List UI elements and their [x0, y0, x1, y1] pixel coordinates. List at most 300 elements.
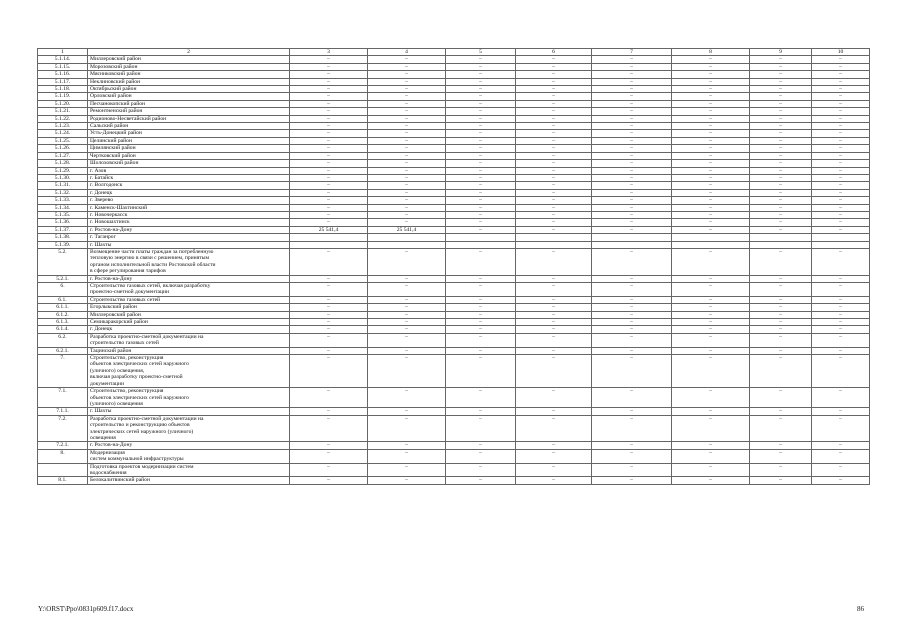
- row-name-cell: Семикаракорский район: [88, 319, 290, 326]
- value-cell: –: [592, 137, 672, 144]
- row-number-cell: 6.1.3.: [38, 319, 88, 326]
- value-cell: –: [290, 86, 368, 93]
- value-cell: –: [812, 160, 870, 167]
- value-cell: –: [516, 463, 592, 477]
- value-cell: –: [672, 108, 750, 115]
- value-cell: [592, 241, 672, 248]
- row-name-cell: г. Донецк: [88, 189, 290, 196]
- row-number-cell: 5.1.18.: [38, 86, 88, 93]
- value-cell: –: [592, 56, 672, 63]
- value-cell: –: [672, 248, 750, 275]
- value-cell: –: [516, 115, 592, 122]
- value-cell: –: [446, 304, 516, 311]
- value-cell: –: [368, 100, 446, 107]
- value-cell: –: [592, 219, 672, 226]
- table-row: [38, 137, 870, 144]
- row-number-cell: 5.1.24.: [38, 130, 88, 137]
- value-cell: –: [812, 115, 870, 122]
- table-row: [38, 63, 870, 70]
- value-cell: –: [290, 189, 368, 196]
- value-cell: 25 541,4: [368, 226, 446, 233]
- value-cell: –: [368, 115, 446, 122]
- value-cell: –: [592, 283, 672, 297]
- row-name-cell: Разработка проектно-сметной документации на строительство газовых сетей: [88, 333, 290, 347]
- value-cell: [592, 234, 672, 241]
- value-cell: –: [672, 100, 750, 107]
- value-cell: –: [290, 463, 368, 477]
- value-cell: –: [368, 78, 446, 85]
- value-cell: –: [368, 167, 446, 174]
- value-cell: –: [290, 477, 368, 484]
- value-cell: –: [812, 86, 870, 93]
- value-cell: –: [290, 204, 368, 211]
- value-cell: –: [672, 130, 750, 137]
- value-cell: –: [516, 296, 592, 303]
- table-row: [38, 204, 870, 211]
- value-cell: –: [368, 189, 446, 196]
- value-cell: –: [592, 100, 672, 107]
- value-cell: –: [290, 283, 368, 297]
- row-name-cell: Строительство газовых сетей: [88, 296, 290, 303]
- row-name-cell: Целинский район: [88, 137, 290, 144]
- value-cell: –: [368, 63, 446, 70]
- row-name-cell: Миллеровский район: [88, 56, 290, 63]
- value-cell: –: [750, 248, 812, 275]
- value-cell: –: [446, 355, 516, 388]
- value-cell: –: [812, 408, 870, 415]
- row-name-cell: Родионово-Несветайский район: [88, 115, 290, 122]
- value-cell: –: [368, 130, 446, 137]
- value-cell: –: [446, 78, 516, 85]
- row-number-cell: 5.1.39.: [38, 241, 88, 248]
- value-cell: –: [516, 137, 592, 144]
- value-cell: –: [672, 78, 750, 85]
- value-cell: –: [672, 319, 750, 326]
- value-cell: –: [750, 115, 812, 122]
- value-cell: –: [516, 174, 592, 181]
- table-row: [38, 449, 870, 463]
- value-cell: –: [592, 442, 672, 449]
- column-header: 4: [368, 49, 446, 56]
- value-cell: –: [446, 211, 516, 218]
- value-cell: –: [516, 130, 592, 137]
- value-cell: –: [672, 204, 750, 211]
- value-cell: –: [368, 296, 446, 303]
- value-cell: –: [750, 463, 812, 477]
- value-cell: –: [516, 319, 592, 326]
- row-number-cell: 5.1.32.: [38, 189, 88, 196]
- row-name-cell: г. Ростов-на-Дону: [88, 275, 290, 282]
- value-cell: –: [290, 108, 368, 115]
- row-number-cell: 5.1.37.: [38, 226, 88, 233]
- row-number-cell: 6.1.4.: [38, 326, 88, 333]
- value-cell: –: [812, 100, 870, 107]
- row-name-cell: Миллеровский район: [88, 311, 290, 318]
- value-cell: –: [672, 333, 750, 347]
- value-cell: –: [592, 388, 672, 408]
- row-name-cell: Строительство, реконструкция объектов электрических сетей наружного (уличного) освещения, включая разработку проектно-сметной документации: [88, 355, 290, 388]
- table-row: [38, 160, 870, 167]
- table-row: [38, 408, 870, 415]
- value-cell: –: [446, 108, 516, 115]
- value-cell: –: [290, 275, 368, 282]
- value-cell: –: [750, 304, 812, 311]
- value-cell: –: [672, 182, 750, 189]
- value-cell: –: [516, 211, 592, 218]
- value-cell: –: [290, 449, 368, 463]
- row-name-cell: Белокалитвинский район: [88, 477, 290, 484]
- table-row: [38, 248, 870, 275]
- value-cell: –: [672, 296, 750, 303]
- row-number-cell: 6.2.1.: [38, 347, 88, 354]
- value-cell: –: [750, 123, 812, 130]
- value-cell: –: [446, 152, 516, 159]
- value-cell: –: [516, 197, 592, 204]
- value-cell: –: [812, 449, 870, 463]
- value-cell: –: [516, 93, 592, 100]
- row-name-cell: Неклиновский район: [88, 78, 290, 85]
- table-row: [38, 115, 870, 122]
- value-cell: –: [446, 130, 516, 137]
- value-cell: –: [592, 93, 672, 100]
- value-cell: –: [592, 78, 672, 85]
- value-cell: [516, 234, 592, 241]
- value-cell: –: [812, 304, 870, 311]
- value-cell: –: [592, 197, 672, 204]
- column-header: 3: [290, 49, 368, 56]
- value-cell: –: [290, 78, 368, 85]
- row-name-cell: г. Шахты: [88, 241, 290, 248]
- value-cell: –: [750, 311, 812, 318]
- value-cell: –: [592, 160, 672, 167]
- value-cell: –: [446, 63, 516, 70]
- value-cell: –: [368, 145, 446, 152]
- column-header: 8: [672, 49, 750, 56]
- value-cell: –: [812, 63, 870, 70]
- table-row: [38, 219, 870, 226]
- value-cell: –: [516, 71, 592, 78]
- table-row: [38, 326, 870, 333]
- value-cell: –: [290, 174, 368, 181]
- row-name-cell: г. Каменск-Шахтинский: [88, 204, 290, 211]
- value-cell: –: [592, 296, 672, 303]
- value-cell: –: [290, 311, 368, 318]
- value-cell: –: [368, 275, 446, 282]
- value-cell: –: [290, 167, 368, 174]
- value-cell: [446, 234, 516, 241]
- value-cell: –: [290, 160, 368, 167]
- value-cell: –: [368, 86, 446, 93]
- row-number-cell: 7.2.1.: [38, 442, 88, 449]
- table-row: [38, 182, 870, 189]
- row-name-cell: Строительство, реконструкция объектов электрических сетей наружного (уличного) освещения: [88, 388, 290, 408]
- value-cell: –: [672, 463, 750, 477]
- value-cell: –: [290, 152, 368, 159]
- row-number-cell: 7.: [38, 355, 88, 388]
- value-cell: –: [290, 197, 368, 204]
- value-cell: –: [516, 86, 592, 93]
- value-cell: –: [750, 388, 812, 408]
- table-row: [38, 388, 870, 408]
- row-name-cell: г. Новошахтинск: [88, 219, 290, 226]
- table-row: [38, 241, 870, 248]
- value-cell: –: [592, 304, 672, 311]
- value-cell: –: [446, 311, 516, 318]
- value-cell: –: [516, 63, 592, 70]
- value-cell: –: [672, 283, 750, 297]
- row-name-cell: г. Ростов-на-Дону: [88, 226, 290, 233]
- value-cell: –: [368, 248, 446, 275]
- value-cell: –: [368, 283, 446, 297]
- value-cell: –: [290, 115, 368, 122]
- value-cell: –: [290, 442, 368, 449]
- row-number-cell: 8.1.: [38, 477, 88, 484]
- value-cell: –: [592, 123, 672, 130]
- table-row: [38, 415, 870, 442]
- value-cell: –: [812, 174, 870, 181]
- value-cell: –: [592, 204, 672, 211]
- value-cell: –: [516, 333, 592, 347]
- value-cell: –: [368, 355, 446, 388]
- value-cell: –: [290, 248, 368, 275]
- table-row: [38, 442, 870, 449]
- value-cell: –: [368, 319, 446, 326]
- value-cell: –: [750, 319, 812, 326]
- row-name-cell: Подготовка проектов модернизации систем водоснабжения: [88, 463, 290, 477]
- table-row: [38, 226, 870, 233]
- value-cell: –: [750, 275, 812, 282]
- value-cell: –: [516, 182, 592, 189]
- value-cell: –: [812, 326, 870, 333]
- value-cell: –: [290, 211, 368, 218]
- table-row: [38, 78, 870, 85]
- value-cell: [672, 241, 750, 248]
- value-cell: –: [446, 189, 516, 196]
- value-cell: [290, 241, 368, 248]
- value-cell: –: [516, 388, 592, 408]
- value-cell: –: [516, 442, 592, 449]
- value-cell: –: [672, 449, 750, 463]
- value-cell: –: [750, 56, 812, 63]
- value-cell: –: [516, 189, 592, 196]
- value-cell: –: [368, 388, 446, 408]
- row-number-cell: 5.1.17.: [38, 78, 88, 85]
- value-cell: –: [516, 123, 592, 130]
- table-row: [38, 167, 870, 174]
- value-cell: –: [516, 160, 592, 167]
- value-cell: –: [750, 355, 812, 388]
- column-header: 10: [812, 49, 870, 56]
- value-cell: –: [672, 355, 750, 388]
- value-cell: –: [290, 130, 368, 137]
- value-cell: –: [446, 56, 516, 63]
- value-cell: –: [592, 463, 672, 477]
- footer-file-path: Y:\ORST\Ppo\0831p609.f17.docx: [38, 605, 134, 613]
- value-cell: –: [592, 189, 672, 196]
- value-cell: –: [672, 189, 750, 196]
- table-row: [38, 477, 870, 484]
- row-name-cell: Мясниковский район: [88, 71, 290, 78]
- value-cell: –: [672, 63, 750, 70]
- value-cell: –: [672, 115, 750, 122]
- value-cell: –: [672, 167, 750, 174]
- value-cell: –: [812, 388, 870, 408]
- row-number-cell: 5.1.26.: [38, 145, 88, 152]
- row-number-cell: 5.1.35.: [38, 211, 88, 218]
- value-cell: –: [368, 71, 446, 78]
- row-number-cell: 6.1.1.: [38, 304, 88, 311]
- table-row: [38, 355, 870, 388]
- value-cell: –: [672, 226, 750, 233]
- value-cell: –: [446, 100, 516, 107]
- value-cell: –: [592, 408, 672, 415]
- row-number-cell: 6.: [38, 283, 88, 297]
- value-cell: –: [812, 283, 870, 297]
- value-cell: –: [672, 211, 750, 218]
- value-cell: –: [592, 347, 672, 354]
- row-number-cell: 5.1.31.: [38, 182, 88, 189]
- value-cell: –: [592, 319, 672, 326]
- value-cell: –: [446, 408, 516, 415]
- row-number-cell: 5.1.20.: [38, 100, 88, 107]
- value-cell: –: [812, 211, 870, 218]
- value-cell: –: [516, 275, 592, 282]
- value-cell: –: [592, 145, 672, 152]
- row-number-cell: 5.1.36.: [38, 219, 88, 226]
- table-row: [38, 189, 870, 196]
- row-name-cell: г. Таганрог: [88, 234, 290, 241]
- value-cell: –: [592, 477, 672, 484]
- row-name-cell: Тацинский район: [88, 347, 290, 354]
- value-cell: –: [750, 333, 812, 347]
- value-cell: –: [592, 108, 672, 115]
- value-cell: –: [290, 326, 368, 333]
- value-cell: –: [368, 152, 446, 159]
- row-name-cell: Песчанокопский район: [88, 100, 290, 107]
- value-cell: –: [446, 174, 516, 181]
- value-cell: –: [516, 311, 592, 318]
- value-cell: –: [516, 304, 592, 311]
- value-cell: –: [812, 189, 870, 196]
- value-cell: –: [672, 304, 750, 311]
- value-cell: –: [368, 219, 446, 226]
- value-cell: –: [446, 219, 516, 226]
- value-cell: –: [446, 463, 516, 477]
- table-row: [38, 333, 870, 347]
- value-cell: –: [446, 449, 516, 463]
- value-cell: –: [812, 275, 870, 282]
- value-cell: –: [750, 477, 812, 484]
- column-header: 9: [750, 49, 812, 56]
- value-cell: –: [368, 477, 446, 484]
- value-cell: –: [672, 86, 750, 93]
- row-number-cell: 7.1.: [38, 388, 88, 408]
- row-number-cell: 5.1.30.: [38, 174, 88, 181]
- value-cell: –: [446, 123, 516, 130]
- value-cell: –: [446, 326, 516, 333]
- value-cell: –: [592, 326, 672, 333]
- row-number-cell: 5.1.16.: [38, 71, 88, 78]
- row-number-cell: 7.1.1.: [38, 408, 88, 415]
- value-cell: –: [368, 415, 446, 442]
- value-cell: –: [368, 333, 446, 347]
- value-cell: –: [290, 333, 368, 347]
- table-row: [38, 275, 870, 282]
- row-name-cell: Шолоховский район: [88, 160, 290, 167]
- value-cell: –: [592, 355, 672, 388]
- value-cell: –: [812, 311, 870, 318]
- value-cell: –: [446, 115, 516, 122]
- value-cell: –: [446, 477, 516, 484]
- value-cell: –: [750, 100, 812, 107]
- value-cell: –: [672, 477, 750, 484]
- value-cell: –: [750, 296, 812, 303]
- table-row: [38, 130, 870, 137]
- value-cell: –: [446, 71, 516, 78]
- value-cell: –: [812, 145, 870, 152]
- value-cell: –: [592, 130, 672, 137]
- value-cell: –: [812, 137, 870, 144]
- value-cell: –: [750, 211, 812, 218]
- value-cell: –: [516, 326, 592, 333]
- value-cell: –: [750, 174, 812, 181]
- value-cell: –: [516, 100, 592, 107]
- value-cell: –: [446, 137, 516, 144]
- value-cell: –: [750, 145, 812, 152]
- value-cell: –: [812, 319, 870, 326]
- value-cell: –: [368, 182, 446, 189]
- row-name-cell: Возмещение части платы граждан за потребленную тепловую энергию в связи с решением, принятым органом исполнительной власти Ростовской области в сфере регулирования тарифов: [88, 248, 290, 275]
- value-cell: [516, 241, 592, 248]
- value-cell: –: [750, 408, 812, 415]
- value-cell: –: [750, 71, 812, 78]
- value-cell: –: [592, 152, 672, 159]
- value-cell: –: [516, 78, 592, 85]
- value-cell: –: [750, 152, 812, 159]
- row-name-cell: г. Новочеркасск: [88, 211, 290, 218]
- value-cell: –: [368, 408, 446, 415]
- row-name-cell: Октябрьский район: [88, 86, 290, 93]
- value-cell: –: [516, 355, 592, 388]
- row-name-cell: Чертковский район: [88, 152, 290, 159]
- value-cell: [812, 241, 870, 248]
- table-row: [38, 311, 870, 318]
- value-cell: –: [672, 93, 750, 100]
- value-cell: –: [290, 123, 368, 130]
- table-row: [38, 463, 870, 477]
- value-cell: –: [446, 442, 516, 449]
- value-cell: –: [750, 326, 812, 333]
- value-cell: –: [592, 174, 672, 181]
- value-cell: –: [446, 333, 516, 347]
- value-cell: –: [516, 56, 592, 63]
- value-cell: –: [368, 442, 446, 449]
- value-cell: –: [812, 182, 870, 189]
- value-cell: –: [750, 283, 812, 297]
- value-cell: –: [812, 130, 870, 137]
- value-cell: –: [290, 319, 368, 326]
- value-cell: –: [750, 130, 812, 137]
- value-cell: –: [750, 219, 812, 226]
- value-cell: –: [750, 347, 812, 354]
- value-cell: –: [672, 160, 750, 167]
- column-header: 2: [88, 49, 290, 56]
- value-cell: –: [672, 56, 750, 63]
- value-cell: –: [446, 275, 516, 282]
- row-name-cell: Орловский район: [88, 93, 290, 100]
- value-cell: –: [516, 152, 592, 159]
- value-cell: –: [446, 283, 516, 297]
